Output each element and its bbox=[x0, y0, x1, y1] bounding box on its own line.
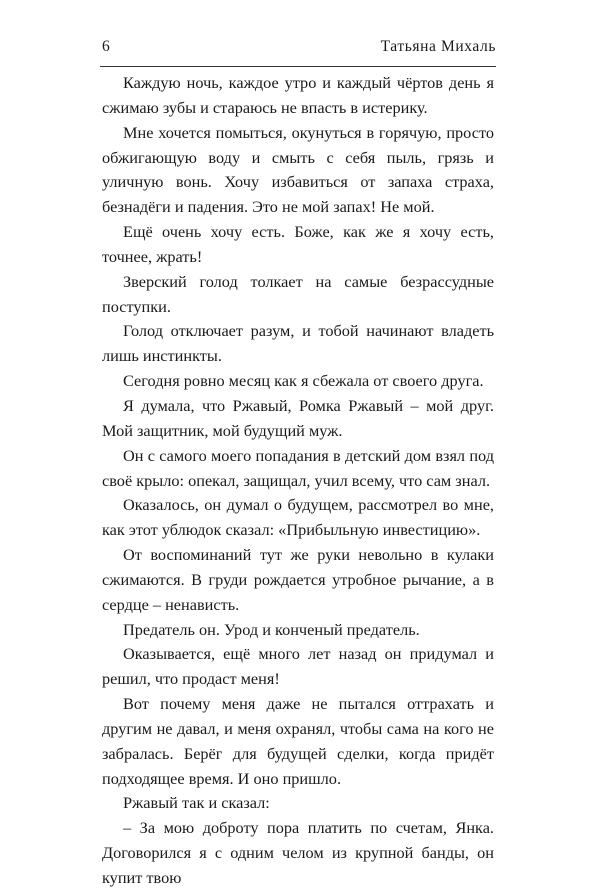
paragraph: Вот почему меня даже не пытался оттрахать и другим не давал, и меня охранял, чтобы сама на кого не забралась. Берёг для будущей сделки, когда придёт подходящее время. И оно пришло. bbox=[102, 694, 494, 788]
paragraph: Ржавый так и сказал: bbox=[123, 793, 270, 813]
paragraph: От воспоминаний тут же руки невольно в кулаки сжимаются. В груди рождается утробное рычание, а в сердце – ненависть. bbox=[102, 545, 494, 614]
body-text bbox=[102, 71, 494, 891]
page-number: 6 bbox=[102, 38, 110, 55]
paragraph: Предатель он. Урод и конченый предатель. bbox=[123, 619, 420, 639]
paragraph: Каждую ночь, каждое утро и каждый чёртов день я сжимаю зубы и стараюсь не впасть в истерику. bbox=[102, 73, 494, 117]
header-rule bbox=[100, 66, 496, 67]
running-title: Татьяна Михаль bbox=[380, 38, 496, 55]
paragraph: Мне хочется помыться, окунуться в горячую, просто обжигающую воду и смыть с себя пыль, грязь и уличную вонь. Хочу избавиться от запаха страха, безнадёги и падения. Это не мой запах! Не мой. bbox=[102, 122, 494, 217]
page-header bbox=[100, 38, 496, 60]
paragraph: Ещё очень хочу есть. Боже, как же я хочу есть, точнее, жрать! bbox=[102, 222, 494, 266]
paragraph: Оказывается, ещё много лет назад он придумал и решил, что продаст меня! bbox=[102, 644, 494, 689]
paragraph: – За мою доброту пора платить по счетам, Янка. Договорился я с одним челом из крупной банды, он купит твою bbox=[102, 818, 494, 887]
paragraph: Сегодня ровно месяц как я сбежала от своего друга. bbox=[123, 371, 484, 391]
paragraph: Голод отключает разум, и тобой начинают владеть лишь инстинкты. bbox=[102, 321, 494, 366]
paragraph: Зверский голод толкает на самые безрассудные поступки. bbox=[102, 271, 494, 316]
paragraph: Я думала, что Ржавый, Ромка Ржавый – мой друг. Мой защитник, мой будущий муж. bbox=[102, 395, 494, 440]
paragraph: Он с самого моего попадания в детский дом взял под своё крыло: опекал, защищал, учил всему, что сам знал. bbox=[102, 445, 494, 490]
paragraph: Оказалось, он думал о будущем, рассмотрел во мне, как этот ублюдок сказал: «Прибыльную инвестицию». bbox=[102, 495, 494, 540]
